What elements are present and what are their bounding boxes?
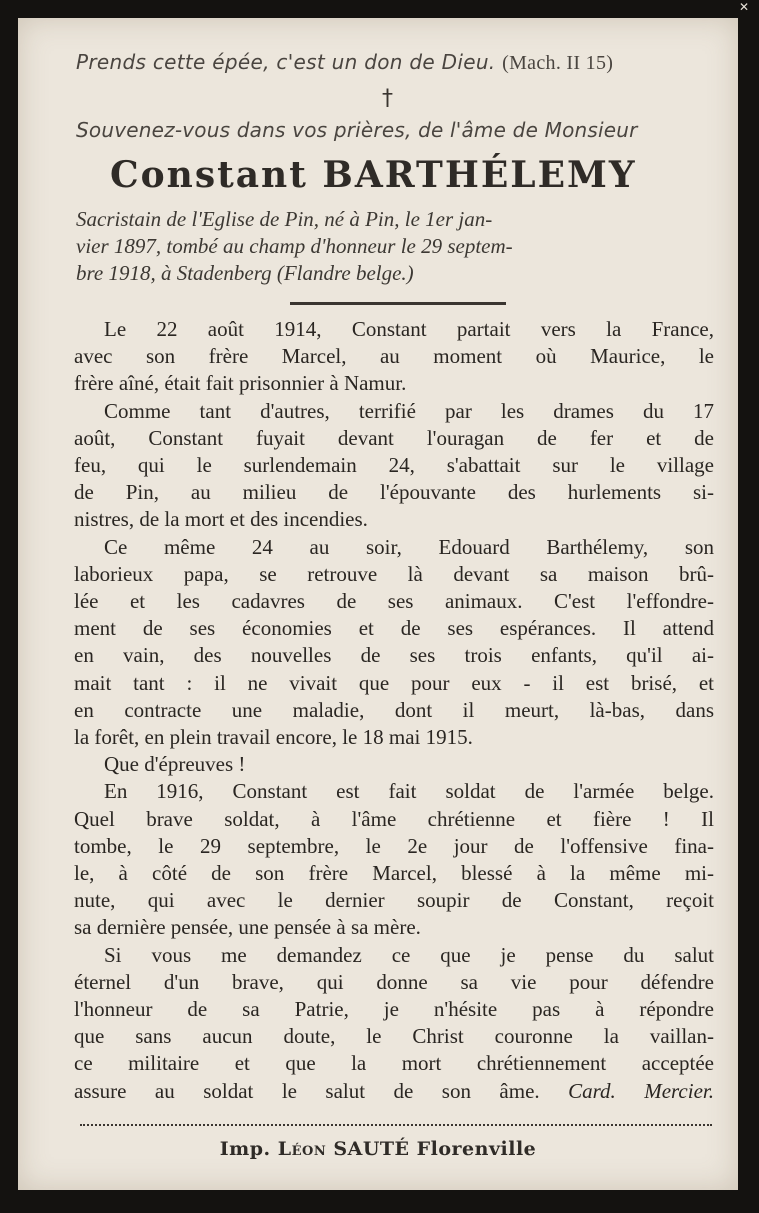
memorial-card <box>18 18 738 1190</box>
text-line: de Pin, au milieu de l'épouvante des hurlements si- <box>74 480 714 505</box>
imprint-surname: SAUTÉ <box>333 1138 410 1160</box>
text-line: éternel d'un brave, qui donne sa vie pour défendre <box>74 969 714 994</box>
text-line: que sans aucun doute, le Christ couronne la vaillan- <box>74 1024 714 1049</box>
imprint-printer: Léon <box>277 1138 327 1160</box>
text-line: sa dernière pensée, une pensée à sa mère. <box>74 915 421 940</box>
text-line: tombe, le 29 septembre, le 2e jour de l'offensive fina- <box>74 833 714 858</box>
text-line: Si vous me demandez ce que je pense du salut <box>104 942 714 967</box>
text-line: Le 22 août 1914, Constant partait vers la France, <box>104 317 714 341</box>
ornamental-divider <box>290 302 506 305</box>
text-line: en contracte une maladie, dont il meurt, là-bas, dans <box>74 697 714 722</box>
citation: Card. Mercier. <box>568 1078 715 1103</box>
dotted-rule <box>80 1124 712 1126</box>
text-line: lée et les cadavres de ses animaux. C'est l'effondre- <box>74 589 714 614</box>
intro-line: Souvenez-vous dans vos prières, de l'âme de Monsieur <box>76 118 638 142</box>
subtitle-line: vier 1897, tombé au champ d'honneur le 29 septem- <box>76 234 513 258</box>
epigraph-reference: (Mach. II 15) <box>502 52 614 74</box>
text-line: Ce même 24 au soir, Edouard Barthélemy, son <box>104 534 714 559</box>
text-line: en vain, des nouvelles de ses trois enfants, qu'il ai- <box>74 643 714 668</box>
printer-imprint <box>18 1138 738 1160</box>
epigraph <box>76 50 726 75</box>
closing-line <box>74 1078 714 1105</box>
subtitle-line: bre 1918, à Stadenberg (Flandre belge.) <box>76 261 414 285</box>
memorial-text <box>74 316 714 1105</box>
text-line: frère aîné, était fait prisonnier à Namur. <box>74 371 407 396</box>
text-line: En 1916, Constant est fait soldat de l'armée belge. <box>104 779 714 804</box>
corner-mark: ✕ <box>739 0 750 14</box>
text-line: avec son frère Marcel, au moment où Maurice, le <box>74 344 714 369</box>
epigraph-text: Prends cette épée, c'est un don de Dieu. <box>76 50 496 74</box>
subtitle-line: Sacristain de l'Eglise de Pin, né à Pin, le 1er jan- <box>76 207 493 231</box>
text-line: la forêt, en plein travail encore, le 18 mai 1915. <box>74 725 473 750</box>
text-line: ment de ses économies et de ses espérances. Il attend <box>74 616 714 641</box>
text-line: août, Constant fuyait devant l'ouragan de fer et de <box>74 425 714 450</box>
closing-text: assure au soldat le salut de son âme. <box>74 1078 540 1103</box>
text-line: nistres, de la mort et des incendies. <box>74 507 368 532</box>
text-line: l'honneur de sa Patrie, je n'hésite pas à répondre <box>74 997 714 1022</box>
imprint-prefix: Imp. <box>219 1138 271 1160</box>
text-line: ce militaire et que la mort chrétiennement acceptée <box>74 1051 714 1076</box>
text-line: Quel brave soldat, à l'âme chrétienne et fière ! Il <box>74 806 714 831</box>
imprint-town: Florenville <box>416 1138 537 1160</box>
text-line: laborieux papa, se retrouve là devant sa maison brû- <box>74 561 714 586</box>
text-line: feu, qui le surlendemain 24, s'abattait sur le village <box>74 453 714 478</box>
text-line: nute, qui avec le dernier soupir de Constant, reçoit <box>74 888 714 913</box>
deceased-name: Constant BARTHÉLEMY <box>110 154 637 196</box>
text-line: Que d'épreuves ! <box>104 752 246 777</box>
text-line: mait tant : il ne vivait que pour eux - il est brisé, et <box>74 670 714 695</box>
text-line: le, à côté de son frère Marcel, blessé à la même mi- <box>74 861 714 886</box>
biographical-subtitle <box>76 206 720 287</box>
text-line: Comme tant d'autres, terrifié par les drames du 17 <box>104 398 714 423</box>
cross-icon: † <box>382 86 393 111</box>
